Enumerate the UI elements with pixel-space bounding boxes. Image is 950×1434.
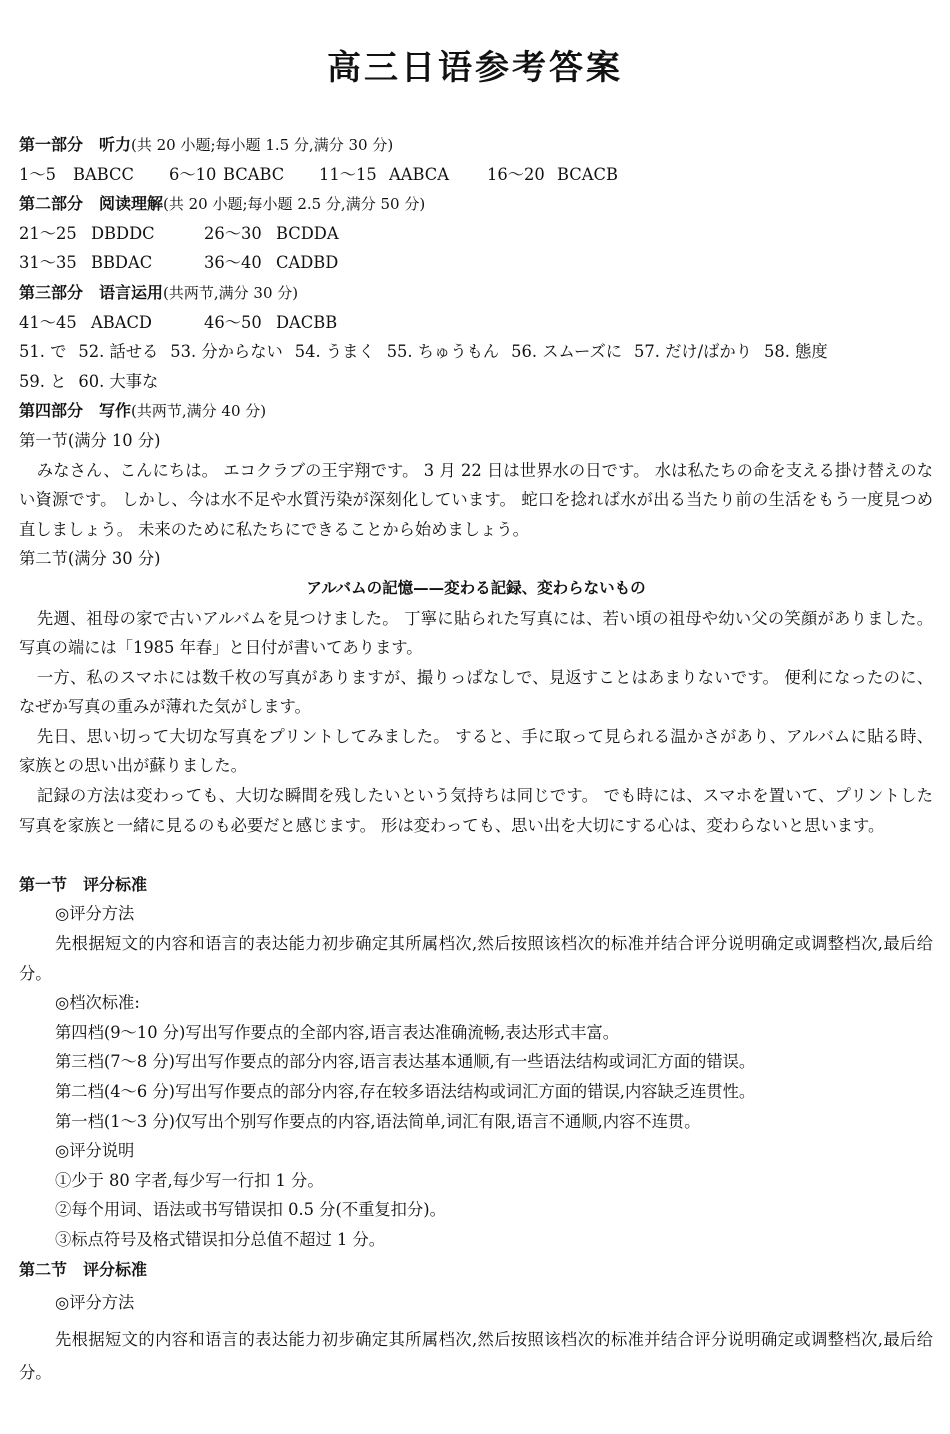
scoring1-levels-label: ◎档次标准: (55, 993, 140, 1013)
scoring-level: 第一档(1～3 分)仅写出个别写作要点的内容,语法简单,词汇有限,语言不通顺,内容不连贯。 (55, 1111, 701, 1131)
part3-fill-row2 (19, 367, 933, 397)
answer-range: 21～25 (19, 223, 77, 243)
part1-heading (19, 130, 933, 160)
part1-answers (19, 160, 933, 190)
scoring-level: 第三档(7～8 分)写出写作要点的部分内容,语言表达基本通顺,有一些语法结构或词汇方面的错误。 (55, 1052, 756, 1072)
part2-heading (19, 189, 933, 219)
fill-answer: 56. スムーズに (511, 342, 623, 362)
answer-range: 36～40 (204, 253, 262, 273)
answer-value: BCABC (223, 164, 285, 184)
part3-heading (19, 278, 933, 308)
page-title: 高三日语参考答案 (327, 48, 623, 88)
part4-section1-label: 第一节(满分 10 分) (19, 430, 161, 450)
scoring2-method-text: 先根据短文的内容和语言的表达能力初步确定其所属档次,然后按照该档次的标准并结合评分说明确定或调整档次,最后给分。 (19, 1329, 933, 1382)
part4-section1-text: みなさん、こんにちは。 エコクラブの王宇翔です。 3 月 22 日は世界水の日です。 水は私たちの命を支える掛け替えのない資源です。 しかし、今は水不足や水質汚染が深刻化しています。 蛇口を捻れば水が出る当たり前の生活をもう一度見つめ直しましょう。 未来のために私たちにできることから始めましょう。 (19, 460, 933, 539)
answer-value: ABACD (91, 312, 152, 332)
part4-heading-text: 第四部分 写作 (19, 401, 132, 421)
answer-value: AABCA (389, 164, 449, 184)
scoring1-method-text: 先根据短文的内容和语言的表达能力初步确定其所属档次,然后按照该档次的标准并结合评分说明确定或调整档次,最后给分。 (19, 934, 933, 983)
part2-heading-text: 第二部分 阅读理解 (19, 194, 164, 214)
part1-heading-text: 第一部分 听力 (19, 135, 132, 154)
part3-note: (共两节,满分 30 分) (163, 283, 299, 302)
scoring2-method-label: ◎评分方法 (55, 1293, 135, 1313)
part3-mc-answers (19, 308, 933, 338)
essay-paragraph: 記録の方法は変わっても、大切な瞬間を残したいという気持ちは同じです。 でも時には、スマホを置いて、プリントした写真を家族と一緒に見るのも必要だと感じます。 形は変わっても、思い出を大切にする心は、変わらないと思います。 (19, 786, 933, 835)
part3-heading-text: 第三部分 语言运用 (19, 282, 164, 302)
scoring-note: ②每个用词、语法或书写错误扣 0.5 分(不重复扣分)。 (55, 1200, 446, 1220)
answer-range: 41～45 (19, 312, 77, 332)
part2-note: (共 20 小题;每小题 2.5 分,满分 50 分) (163, 195, 426, 214)
part2-answers-row1 (19, 219, 933, 249)
scoring-note: ①少于 80 字者,每少写一行扣 1 分。 (55, 1170, 324, 1190)
fill-answer: 57. だけ/ばかり (634, 342, 752, 362)
fill-answer: 53. 分からない (170, 342, 283, 362)
answer-range: 11～15 (319, 164, 377, 184)
essay-paragraph: 先週、祖母の家で古いアルバムを見つけました。 丁寧に貼られた写真には、若い頃の祖母や幼い父の笑顔がありました。 写真の端には「1985 年春」と日付が書いてあります。 (19, 608, 933, 658)
essay-paragraph: 一方、私のスマホには数千枚の写真がありますが、撮りっぱなしで、見返すことはあまりないです。 便利になったのに、なぜか写真の重みが薄れた気がします。 (19, 667, 933, 717)
answer-value: DBDDC (91, 223, 155, 243)
part1-note: (共 20 小题;每小题 1.5 分,满分 30 分) (131, 136, 394, 154)
scoring1-heading: 第一节 评分标准 (19, 874, 148, 894)
answer-range: 31～35 (19, 253, 77, 273)
fill-answer: 51. で (19, 342, 67, 362)
part4-note: (共两节,满分 40 分) (131, 402, 267, 421)
answer-value: BCACB (557, 164, 618, 184)
scoring1-notes-label: ◎评分说明 (55, 1141, 135, 1161)
answer-value: BCDDA (276, 223, 339, 243)
fill-answer: 52. 話せる (78, 342, 159, 362)
answer-value: DACBB (276, 312, 338, 332)
fill-answer: 55. ちゅうもん (386, 342, 500, 362)
part2-answers-row2 (19, 248, 933, 278)
answer-range: 26～30 (204, 223, 262, 243)
scoring-level: 第二档(4～6 分)写出写作要点的部分内容,存在较多语法结构或词汇方面的错误,内容缺乏连贯性。 (55, 1082, 756, 1102)
answer-range: 46～50 (204, 312, 262, 332)
answer-range: 6～10 (169, 164, 217, 184)
fill-answer: 60. 大事な (78, 371, 159, 391)
essay-title: アルバムの記憶——変わる記録、変わらないもの (306, 578, 646, 597)
answer-value: CADBD (276, 253, 339, 273)
fill-answer: 59. と (19, 371, 67, 391)
essay-paragraph: 先日、思い切って大切な写真をプリントしてみました。 すると、手に取って見られる温かさがあり、アルバムに貼る時、家族との思い出が蘇りました。 (19, 726, 933, 776)
scoring1-method-label: ◎评分方法 (55, 904, 135, 924)
part4-section2-label: 第二节(满分 30 分) (19, 549, 161, 569)
answer-value: BABCC (73, 164, 134, 184)
fill-answer: 58. 態度 (764, 342, 828, 362)
answer-value: BBDAC (91, 253, 153, 273)
scoring-note: ③标点符号及格式错误扣分总值不超过 1 分。 (55, 1230, 386, 1249)
document-body (19, 130, 933, 1389)
part4-heading (19, 396, 933, 426)
answer-range: 16～20 (487, 164, 545, 184)
scoring-level: 第四档(9～10 分)写出写作要点的全部内容,语言表达准确流畅,表达形式丰富。 (55, 1022, 620, 1042)
fill-answer: 54. うまく (294, 342, 375, 362)
scoring2-heading: 第二节 评分标准 (19, 1259, 148, 1279)
part3-fill-row1 (19, 337, 933, 367)
answer-range: 1～5 (19, 164, 56, 184)
